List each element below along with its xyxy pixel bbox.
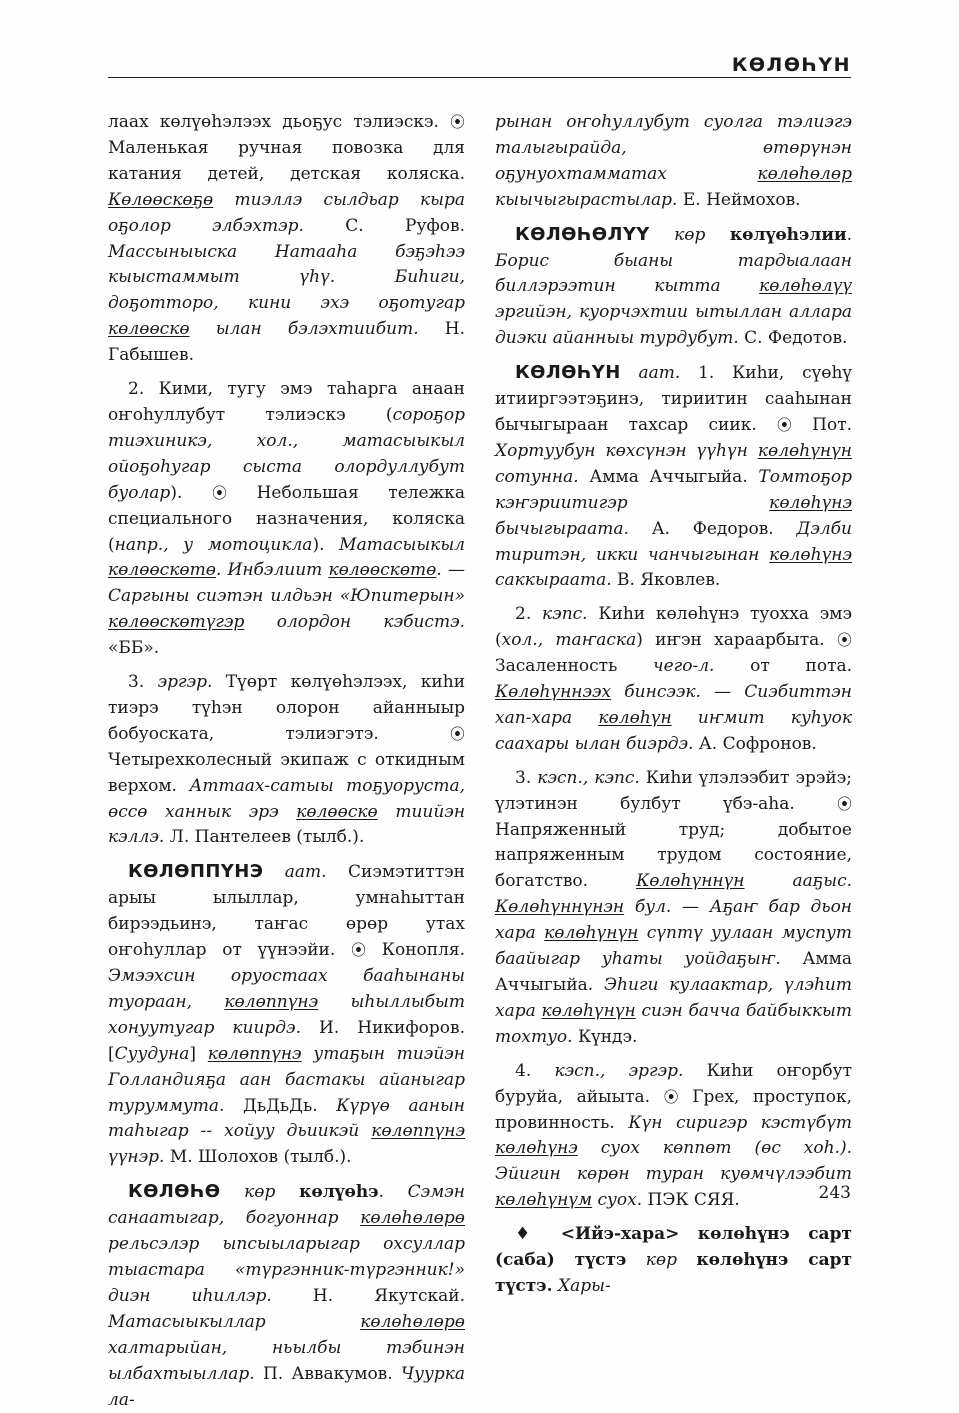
headword: КӨЛӨҺӨ — [128, 1181, 221, 1203]
entry-paragraph: лаах көлүөһэлээх дьоҕус тэлиэскэ. ⦿ Маленькая ручная повозка для катания детей, детская коляска. Көлөөскөҕө тиэллэ сылдьар кыра оҕолор элбэхтэр. С. Руфов. Массыныыска Натааһа бэҕэһээ кыыстаммыт үһү. Биһиги, доҕотторо, кини эхэ оҕотугар көлөөскө ылан бэлэхтиибит. Н. Габышев. — [108, 112, 466, 366]
header-rule — [108, 77, 851, 78]
entry-paragraph: рынан оҥоһуллубут суолга тэлиэгэ талыгырайда, өтөрүнэн оҕунуохтамматах көлөһөлөр кыычыгырастылар. Е. Неймохов. — [495, 112, 852, 210]
entry-paragraph: 3. эргэр. Түөрт көлүөһэлээх, киһи тиэрэ түһэн олорон айанныыр бобуоската, тэлиэгэтэ. ⦿ Четырехколесный экипаж с откидным верхом. Аттаах-сатыы тоҕуоруста, өссө ханнык эрэ көлөөскө тиийэн кэллэ. Л. Пантелеев (тылб.). — [108, 672, 466, 848]
right-column — [495, 110, 852, 1300]
entry-paragraph: 3. кэсп., кэпс. Киһи үлэлээбит эрэйэ; үлэтинэн булбут үбэ-аһа. ⦿ Напряженный труд; добытое напряженным трудом состояние, богатство. Көлөһүннүн ааҕыс. Көлөһүннүнэн бул. — Аҕаҥ бар дьон хара көлөһүнүн сүптү уулаан муспут баайыгар уһаты уойдаҕыҥ. Амма Аччыгыйа. Эһиги кулаактар, үлэһит хара көлөһүнүн сиэн бачча байбыккыт тохтуо. Күндэ. — [495, 767, 853, 1047]
target-icon: ⦿ — [449, 113, 465, 131]
idiom-marker-icon: ♦ — [515, 1224, 543, 1245]
entry-paragraph: ♦ <Ийэ-хара> көлөһүнэ сарт (саба) түстэ көр көлөһүнэ сарт түстэ. Хары- — [495, 1224, 853, 1296]
page-number: 243 — [818, 1183, 851, 1203]
target-icon: ⦿ — [837, 631, 853, 650]
running-header: КӨЛӨҺҮН — [731, 54, 851, 76]
target-icon: ⦿ — [836, 794, 852, 813]
entry-paragraph: КӨЛӨҺӨ көр көлүөһэ. Сэмэн санаатыгар, богуоннар көлөһөлөрө рельсэлэр ыпсыыларыгар охсуллар тыастара «түргэнник-түргэнник!» диэн иһиллэр. Н. Якутскай. Матасыыкыллар көлөһөлөрө халтарыйан, ньылбы тэбинэн ылбахтыыллар. П. Аввакумов. Чуурка ла- — [108, 1181, 465, 1410]
entry-paragraph: КӨЛӨППҮНЭ аат. Сиэмэтиттэн арыы ылыллар, умнаһыттан бирээдьинэ, таҥас өрөр утах оҥоһуллар от үүнээйи. ⦿ Конопля. Эмээхсин оруостаах бааһынаны туораан, көлөппүнэ ыһыллыбыт хонуутугар киирдэ. И. Никифоров. [Суудуна] көлөппүнэ утаҕын тиэйэн Голландияҕа аан бастакы айаныгар туруммута. ДьДьДь. Күрүө аанын таһыгар -- хойуу дьиикэй көлөппүнэ үүнэр. М. Шолохов (тылб.). — [108, 861, 466, 1168]
entry-paragraph: 2. кэпс. Киһи көлөһүнэ туохха эмэ (хол., таҥаска) иҥэн хараарбыта. ⦿ Засаленность чего-л. от пота. Көлөһүннээх бинсээк. — Сиэбиттэн хап-хара көлөһүн иҥмит куһуок саахары ылан биэрдэ. А. Софронов. — [495, 604, 853, 754]
headword: КӨЛӨППҮНЭ — [128, 861, 264, 883]
entry-paragraph: 4. кэсп., эргэр. Киһи оҥорбут буруйа, айыыта. ⦿ Грех, проступок, провинность. Күн сиригэр кэстүбүт көлөһүнэ суох көппөт (өс хоһ.). Эйигин көрөн туран куөмчүлээбит көлөһүнүм суох. ПЭК СЯЯ. — [495, 1060, 853, 1211]
left-column — [108, 110, 465, 1413]
headword: КӨЛӨҺӨЛҮҮ — [515, 223, 650, 245]
target-icon: ⦿ — [450, 724, 466, 743]
target-icon: ⦿ — [351, 941, 367, 960]
target-icon: ⦿ — [776, 415, 792, 434]
target-icon: ⦿ — [211, 483, 227, 502]
target-icon: ⦿ — [663, 1087, 679, 1106]
headword: КӨЛӨҺҮН — [515, 362, 621, 384]
entry-paragraph: КӨЛӨҺӨЛҮҮ көр көлүөһэлии. Борис быаны тардыалаан биллэрээтин кытта көлөһөлүү эргийэн, куорчэхтии ытыллан аллара диэки айанныы турдубут. С. Федотов. — [495, 223, 852, 349]
entry-paragraph: 2. Кими, тугу эмэ таһарга анаан оҥоһуллубут тэлиэскэ (сороҕор тиэхиникэ, хол., матасыыкыл ойоҕоһугар сыста олордуллубут буолар). ⦿ Небольшая тележка специального назначения, коляска (напр., у мотоцикла). Матасыыкыл көлөөскөтө. Инбэлиит көлөөскөтө. — Саргыны сиэтэн илдьэн «Юпитерын» көлөөскөтүгэр олордон кэбистэ. «ББ». — [108, 379, 466, 659]
entry-paragraph: КӨЛӨҺҮН аат. 1. Киһи, сүөһү итииргээтэҕинэ, тириитин сааһынан бычыгыраан тахсар сиик. ⦿ Пот. Хортуубун көхсүнэн үүһүн көлөһүнүн сотунна. Амма Аччыгыйа. Томтоҕор кэҥэриитигэр көлөһүнэ бычыгыраата. А. Федоров. Дэлби тиритэн, икки чанчыгынан көлөһүнэ саккыраата. В. Яковлев. — [495, 362, 853, 591]
